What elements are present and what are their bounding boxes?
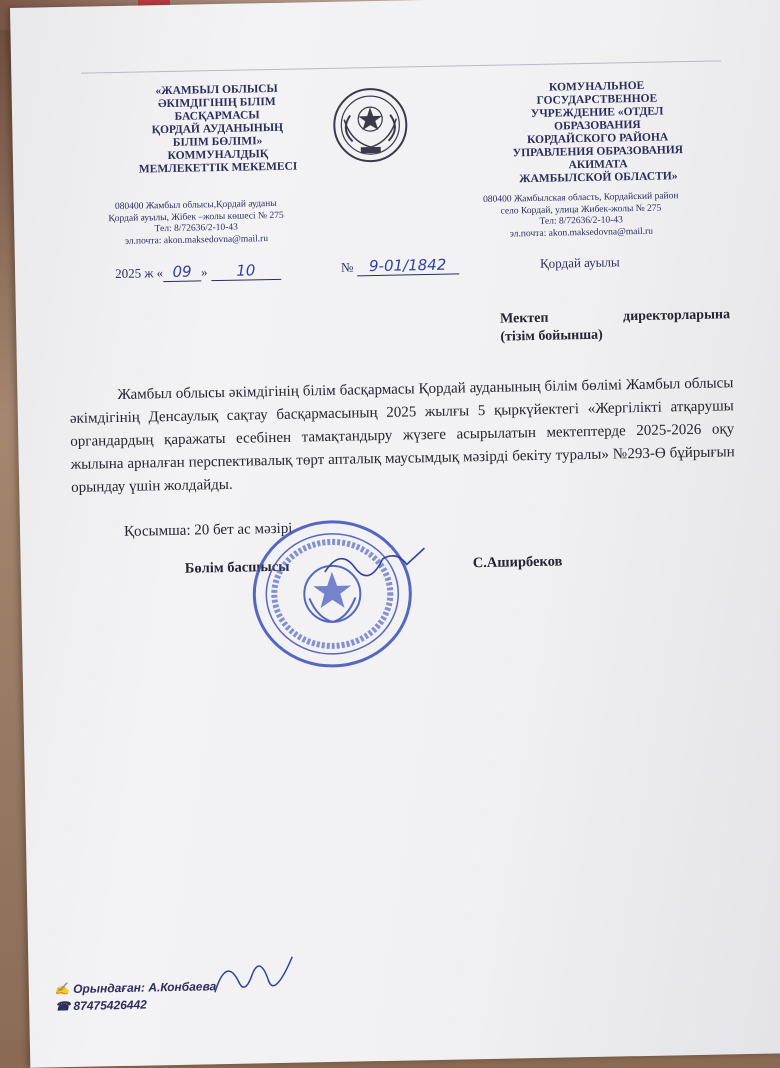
date-day: 09 [163, 262, 201, 282]
header-right-line: УПРАВЛЕНИЯ ОБРАЗОВАНИЯ [512, 144, 684, 160]
executor-info [55, 978, 217, 1015]
body-paragraph: Жамбыл облысы әкімдігінің білім басқармасы Қордай ауданының білім бөлімі Жамбыл облысы әкімдігінің Денсаулық сақтау басқармасының 2025 жылғы 5 қыркүйектегі «Жергілікті атқарушы органдардың қаражаты есебінен тамақтандыру жүзеге асырылатын мектептерде 2025-2026 оқу жылына арналған перспективалық төрт апталық маусымдық мәзірді бекіту туралы» №293-Ө бұйрығын орындау үшін жолдайды. [69, 375, 735, 496]
executor-phone: ☎ 87475426442 [55, 997, 147, 1014]
header-left-line: БІЛІМ БӨЛІМІ» [172, 135, 263, 149]
document-number [341, 255, 459, 276]
handwritten-signature-icon [320, 540, 431, 582]
state-emblem-icon [330, 84, 412, 166]
document-date [115, 261, 281, 283]
official-stamp-icon [246, 512, 419, 675]
header-rule [81, 60, 721, 73]
header-right-line: ГОСУДАРСТВЕННОЕ [536, 92, 658, 107]
address-right-line: село Кордай, улица Жибек-жолы № 275 [500, 203, 662, 217]
address-left [76, 198, 317, 249]
address-right-line: эл.почта: akon.maksedovna@mail.ru [509, 226, 654, 239]
header-right-line: ОБРАЗОВАНИЯ [553, 118, 641, 133]
address-left-line: Тел: 8/72636/2-10-43 [154, 222, 238, 235]
addressee-word: директорларына [622, 307, 731, 325]
header-right-line: КОМУНАЛЬНОЕ [548, 79, 645, 94]
header-right-line: УЧРЕЖДЕНИЕ «ОТДЕЛ [530, 105, 664, 121]
date-close: » [200, 264, 208, 280]
executor-signature-icon [208, 951, 299, 1003]
addressee-note: (тізім бойынша) [500, 327, 603, 345]
header-right [482, 79, 714, 187]
address-left-line: 080400 Жамбыл облысы,Қордай ауданы [114, 198, 277, 213]
number-value: 9-01/1842 [357, 255, 459, 276]
header-left-line: КОММУНАЛДЫҚ [167, 148, 269, 163]
signatory-name: С.Аширбеков [472, 553, 563, 572]
header-left-line: «ЖАМБЫЛ ОБЛЫСЫ [155, 82, 278, 98]
document-place: Қордай ауылы [539, 254, 620, 271]
date-prefix: 2025 ж « [114, 265, 164, 282]
address-left-line: Қордай ауылы, Жібек –жолы көшесі № 275 [108, 210, 284, 224]
address-right-line: Тел: 8/72636/2-10-43 [539, 215, 623, 227]
header-left [112, 82, 324, 177]
header-left-line: ҚОРДАЙ АУДАНЫНЫҢ [151, 121, 284, 137]
header-left-line: ӘКІМДІГІНІҢ БІЛІМ [157, 95, 276, 111]
header-right-line: ЖАМБЫЛСКОЙ ОБЛАСТИ» [519, 170, 678, 186]
date-month: 10 [211, 261, 281, 281]
executor-name: ✍ Орындаған: А.Конбаева [54, 979, 217, 997]
addressee-word: Мектеп [499, 310, 549, 327]
signatory-title: Бөлім басшысы [184, 558, 290, 577]
header-right-line: КОРДАЙСКОГО РАЙОНА [526, 131, 669, 147]
address-right-line: 080400 Жамбылская область, Кордайский район [482, 191, 679, 205]
header-right-line: АКИМАТА [568, 158, 628, 172]
document-body [69, 372, 735, 500]
addressee [500, 306, 731, 346]
document-sheet [10, 0, 780, 1068]
header-left-line: МЕМЛЕКЕТТІК МЕКЕМЕСІ [138, 160, 298, 176]
header-left-line: БАСҚАРМАСЫ [174, 109, 260, 123]
number-prefix: № [340, 259, 354, 275]
address-left-line: эл.почта: akon.maksedovna@mail.ru [124, 233, 269, 247]
address-right [446, 190, 717, 241]
attachment-note: Қосымша: 20 бет ас мәзірі [123, 520, 293, 540]
